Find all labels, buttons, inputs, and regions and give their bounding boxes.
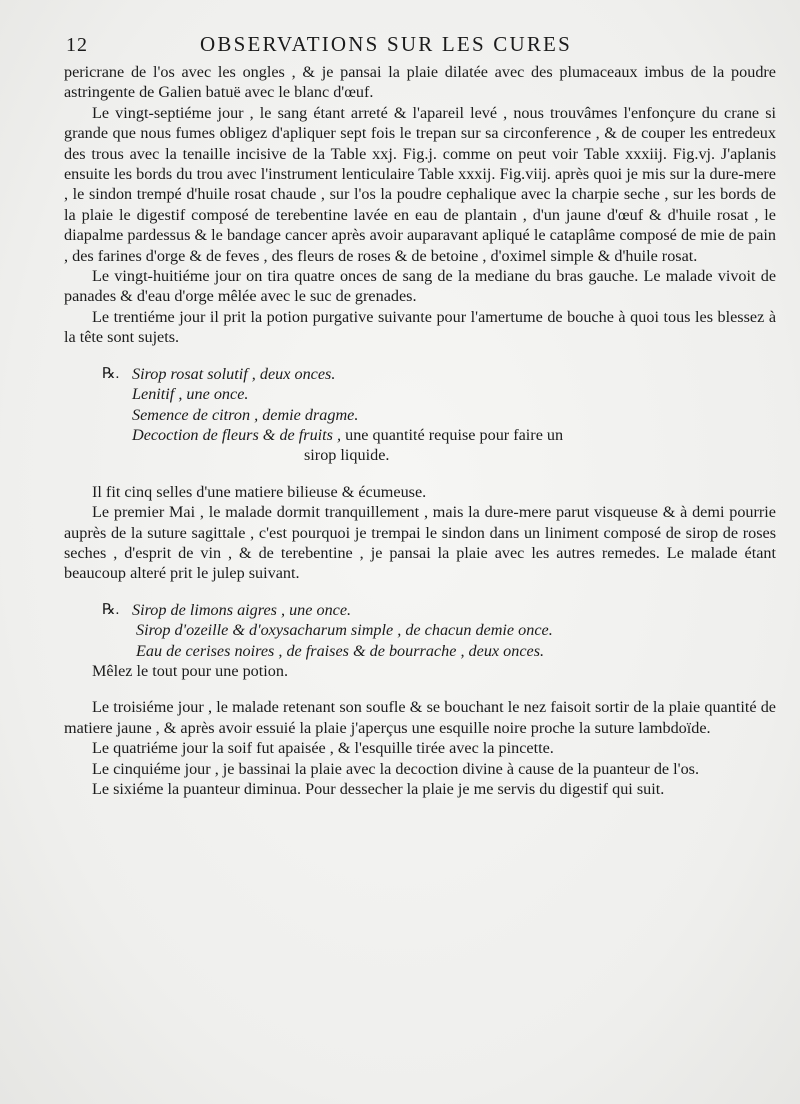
prescription-ingredient: Decoction de fleurs & de fruits , [132, 425, 342, 444]
recipe-symbol: ℞. [102, 601, 120, 618]
paragraph: Il fit cinq selles d'une matiere bilieuse & écumeuse. [92, 482, 427, 501]
paragraph: Le cinquiéme jour , je bassinai la plaie avec la decoction divine à cause de la puanteur de l'os. [92, 759, 700, 778]
prescription-line: Mêlez le tout pour une potion. [92, 661, 289, 680]
prescription-line [64, 425, 776, 445]
page-header [50, 32, 760, 62]
page-number: 12 [66, 34, 88, 56]
prescription-line: Semence de citron , demie dragme. [132, 405, 359, 424]
prescription-line: Lenitif , une once. [132, 385, 249, 404]
prescription-line: Sirop de limons aigres , une once. [132, 600, 352, 619]
prescription-line: Eau de cerises noires , de fraises & de bourrache , deux onces. [136, 641, 545, 660]
paragraph: Le troisiéme jour , le malade retenant son soufle & se bouchant le nez faisoit sortir de la plaie quantité de matiere jaune , & après avoir essuié la plaie j'aperçus une esquille noire proche la suture lambdoïde. [64, 698, 776, 737]
prescription-2 [64, 600, 776, 682]
recipe-symbol: ℞. [102, 365, 120, 382]
paragraph: Le sixiéme la puanteur diminua. Pour dessecher la plaie je me servis du digestif qui suit. [92, 780, 665, 798]
page-body [64, 62, 776, 799]
paragraph: Le trentiéme jour il prit la potion purgative suivante pour l'amertume de bouche à quoi tous les blessez à la tête sont sujets. [64, 307, 776, 347]
paragraph: pericrane de l'os avec les ongles , & je pansai la plaie dilatée avec des plumaceaux imbus de la poudre astringente de Galien batuë avec le blanc d'œuf. [64, 63, 776, 102]
paragraph: Le premier Mai , le malade dormit tranquillement , mais la dure-mere parut visqueuse & à demi pourrie auprès de la suture sagittale , c'est pourquoi je trempai le sindon dans un liniment composé de sirop de roses seches , d'esprit de vin , & de terebentine , je pansai la plaie avec les autres remedes. Le malade étant beaucoup alteré prit le julep suivant. [64, 503, 776, 583]
prescription-line: sirop liquide. [304, 446, 390, 465]
prescription-line: Sirop rosat solutif , deux onces. [132, 364, 336, 383]
prescription-quantity: une quantité requise pour faire un [341, 425, 564, 444]
paragraph: Le quatriéme jour la soif fut apaisée , & l'esquille tirée avec la pincette. [92, 739, 554, 758]
prescription-1 [64, 364, 776, 466]
paragraph: Le vingt-huitiéme jour on tira quatre onces de sang de la mediane du bras gauche. Le malade vivoit de panades & d'eau d'orge mêlée avec le suc de grenades. [64, 267, 776, 306]
running-title: OBSERVATIONS SUR LES CURES [200, 32, 572, 56]
prescription-line: Sirop d'ozeille & d'oxysacharum simple , de chacun demie once. [136, 621, 553, 640]
paragraph: Le vingt-septiéme jour , le sang étant arreté & l'apareil levé , nous trouvâmes l'enfonçure du crane si grande que nous fumes obligez d'apliquer sept fois le trepan sur sa circonference , & de couper les entredeux des trous avec la tenaille incisive de la Table xxj. Fig.j. comme on peut voir Table xxxiij. Fig.vj. J'aplanis ensuite les bords du trou avec l'instrument lenticulaire Table xxxij. Fig.viij. après quoi je mis sur la dure-mere , le sindon trempé d'huile rosat chaude , sur l'os la poudre cephalique avec la charpie seche , sur les bords de la plaie le digestif composé de terebentine lavée en eau de plantain , d'un jaune d'œuf & d'huile rosat , le diapalme pardessus & le bandage cancer après avoir auparavant apliqué le cataplâme composé de mie de pain , des farines d'orge & de feves , des fleurs de roses & de betoine , d'oximel simple & d'huile rosat. [64, 103, 776, 265]
